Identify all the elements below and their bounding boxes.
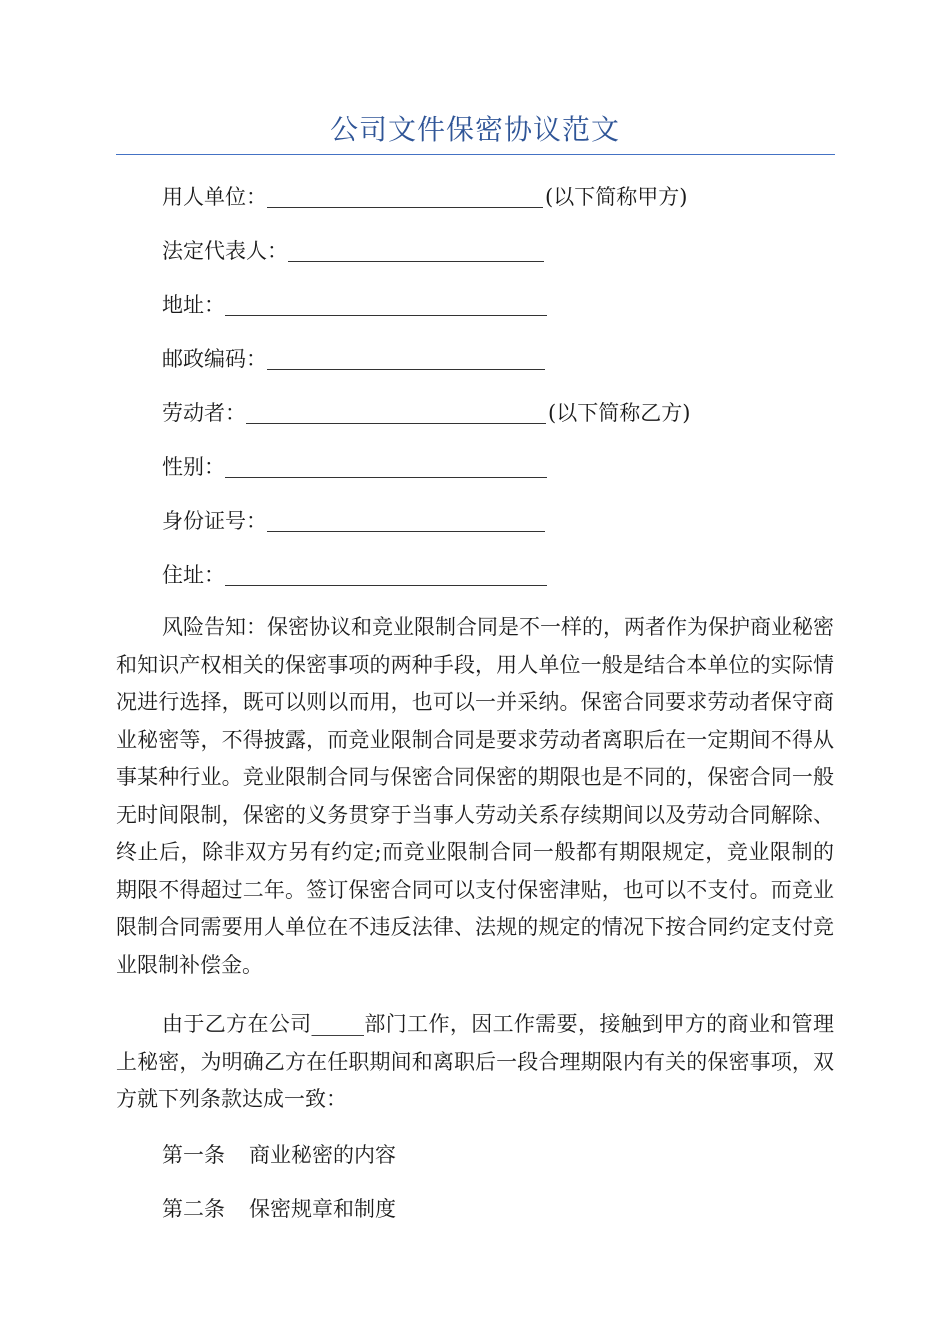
field-label: 用人单位：	[162, 185, 267, 209]
field-residence	[162, 556, 547, 590]
field-blank-legal-representative[interactable]	[288, 237, 544, 262]
article-title: 商业秘密的内容	[249, 1143, 396, 1167]
field-label: 住址：	[162, 563, 225, 587]
field-label: 邮政编码：	[162, 347, 267, 371]
article-1	[162, 1140, 396, 1170]
field-blank-postal-code[interactable]	[267, 345, 545, 370]
document-title: 公司文件保密协议范文	[329, 113, 620, 146]
field-label: 身份证号：	[162, 509, 267, 533]
article-2	[162, 1194, 396, 1224]
field-suffix: (以下简称乙方)	[548, 401, 691, 425]
field-blank-address[interactable]	[225, 291, 547, 316]
field-worker	[162, 394, 690, 428]
risk-notice-paragraph: 风险告知：保密协议和竞业限制合同是不一样的，两者作为保护商业秘密和知识产权相关的保密事项的两种手段，用人单位一般是结合本单位的实际情况进行选择，既可以则以而用，也可以一并采纳。保密合同要求劳动者保守商业秘密等，不得披露，而竞业限制合同是要求劳动者离职后在一定期间不得从事某种行业。竞业限制合同与保密合同保密的期限也是不同的，保密合同一般无时间限制，保密的义务贯穿于当事人劳动关系存续期间以及劳动合同解除、终止后，除非双方另有约定;而竞业限制合同一般都有期限规定，竞业限制的期限不得超过二年。签订保密合同可以支付保密津贴，也可以不支付。而竞业限制合同需要用人单位在不违反法律、法规的规定的情况下按合同约定支付竞业限制补偿金。	[116, 615, 834, 977]
field-suffix: (以下简称甲方)	[545, 185, 688, 209]
field-postal-code	[162, 340, 545, 374]
intro-paragraph: 由于乙方在公司_____部门工作，因工作需要，接触到甲方的商业和管理上秘密，为明确乙方在任职期间和离职后一段合理期限内有关的保密事项，双方就下列条款达成一致：	[116, 1012, 834, 1111]
title-underline	[116, 154, 835, 155]
field-id-number	[162, 502, 545, 536]
article-number: 第一条	[162, 1143, 225, 1167]
field-blank-worker[interactable]	[246, 399, 546, 424]
field-blank-residence[interactable]	[225, 561, 547, 586]
field-blank-id-number[interactable]	[267, 507, 545, 532]
field-gender	[162, 448, 547, 482]
field-label: 法定代表人：	[162, 239, 288, 263]
field-label: 性别：	[162, 455, 225, 479]
field-legal-representative	[162, 232, 544, 266]
article-number: 第二条	[162, 1197, 225, 1221]
field-label: 地址：	[162, 293, 225, 317]
article-title: 保密规章和制度	[249, 1197, 396, 1221]
field-blank-employer[interactable]	[267, 183, 543, 208]
field-label: 劳动者：	[162, 401, 246, 425]
field-blank-gender[interactable]	[225, 453, 547, 478]
field-employer	[162, 178, 687, 212]
field-address	[162, 286, 547, 320]
